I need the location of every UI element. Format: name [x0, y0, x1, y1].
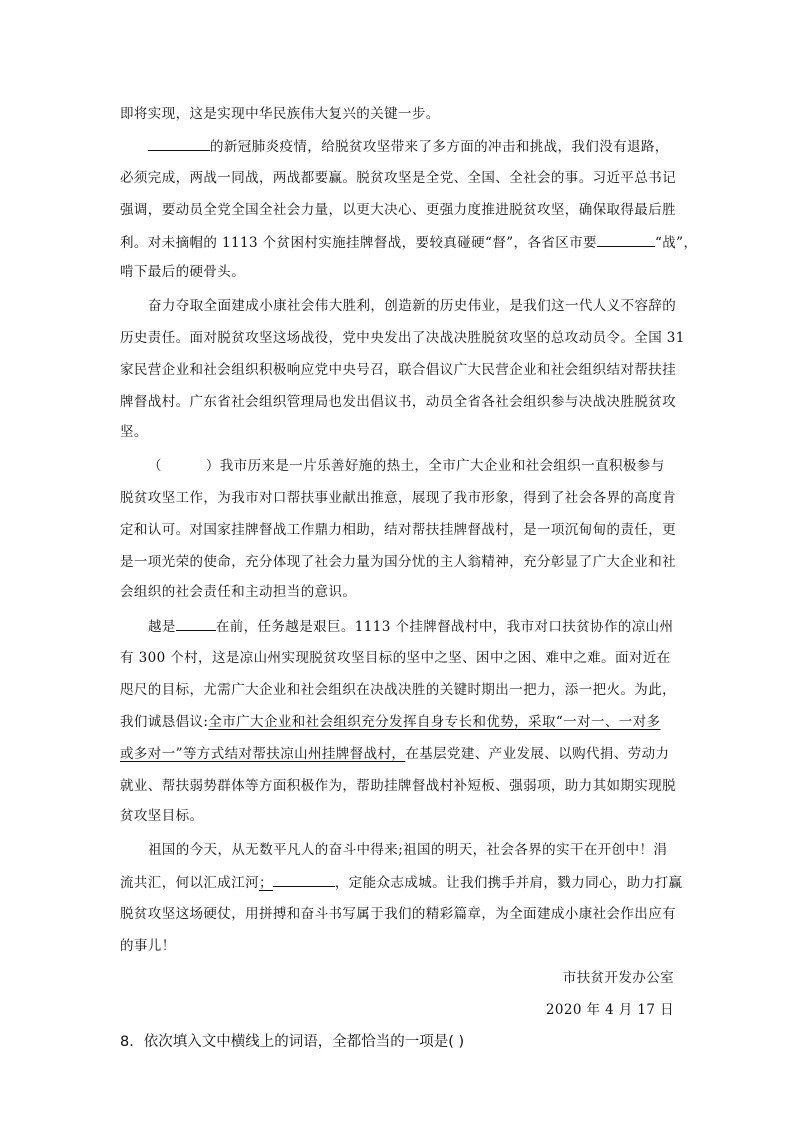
text-line: 会组织的社会责任和主动担当的意识。 — [120, 584, 357, 600]
fill-blank-2[interactable] — [597, 232, 655, 247]
text-line: 必须完成，两战一同战，两战都要赢。脱贫攻坚是全党、全国、全社会的事。习近平总书记 — [120, 170, 676, 186]
text-line: 家民营企业和社会组织积极响应党中央号召，联合倡议广大民营企业和社会组织结对帮扶挂 — [120, 362, 676, 378]
fill-blank-1[interactable] — [148, 136, 210, 151]
fill-blank-4[interactable] — [273, 872, 335, 887]
text-line: 的新冠肺炎疫情，给脱贫攻坚带来了多方面的冲击和挑战，我们没有退路， — [148, 136, 669, 157]
text-line: 祖国的今天，从无数平凡人的奋斗中得来;祖国的明天，社会各界的实干在开创中！涓 — [148, 842, 668, 858]
text-line: 奋力夺取全面建成小康社会伟大胜利，创造新的历史伟业，是我们这一代人义不容辞的 — [148, 298, 677, 314]
text-line: 我们诚恳倡议:全市广大企业和社会组织充分发挥自身专长和优势，采取“一对一、一对多 — [120, 714, 661, 730]
text-line: 越是 在前，任务越是艰巨。1113 个挂牌督战村中，我市对口扶贫协作的凉山州 — [148, 616, 673, 637]
text-line: 有 300 个村，这是凉山州实现脱贫攻坚目标的坚中之坚、困中之困、难中之难。面对近在 — [120, 650, 671, 666]
text-line: 啃下最后的硬骨头。 — [120, 264, 246, 280]
fill-blank-3[interactable] — [176, 616, 216, 631]
text-line: 定和认可。对国家挂牌督战工作鼎力相助，结对帮扶挂牌督战村，是一项沉甸甸的责任，更 — [120, 522, 676, 538]
text-line: 或多对一”等方式结对帮扶凉山州挂牌督战村，在基层党建、产业发展、以购代捐、劳动力 — [120, 746, 670, 762]
text-line: 牌督战村。广东省社会组织管理局也发出倡议书，动员全省各社会组织参与决战决胜脱贫攻 — [120, 394, 676, 410]
underlined-sentence: 全市广大企业和社会组织充分发挥自身专长和优势，采取“一对一、一对多 — [208, 714, 661, 730]
underlined-sentence: 或多对一”等方式结对帮扶凉山州挂牌督战村， — [120, 746, 406, 762]
text-line: 是一项光荣的使命，充分体现了社会力量为国分忧的主人翁精神，充分彰显了广大企业和社 — [120, 554, 676, 570]
text-line: 强调，要动员全党全国全社会力量，以更大决心、更强力度推进脱贫攻坚，确保取得最后胜 — [120, 202, 676, 218]
text-line: 坚。 — [120, 424, 148, 440]
signature-org: 市扶贫开发办公室 — [562, 970, 674, 986]
text-line: 利。对未摘帽的 1113 个贫困村实施挂牌督战，要较真碰硬“督”，各省区市要 “战”， — [120, 232, 697, 253]
text-line: 即将实现，这是实现中华民族伟大复兴的关键一步。 — [120, 106, 440, 122]
text-line: 历史责任。面对脱贫攻坚这场战役，党中央发出了决战决胜脱贫攻坚的总攻动员令。全国 31 — [120, 330, 685, 346]
text-line: 就业、帮扶弱势群体等方面积极作为，帮助挂牌督战村补短板、强弱项，助力其如期实现脱 — [120, 778, 676, 794]
question-8: 8．依次填入文中横线上的词语，全都恰当的一项是( ) — [120, 1034, 465, 1050]
text-line: 贫攻坚目标。 — [120, 808, 204, 824]
text-line: 的事儿！ — [120, 938, 176, 954]
text-line: 脱贫攻坚工作，为我市对口帮扶事业献出推意，展现了我市形象，得到了社会各界的高度肯 — [120, 490, 676, 506]
text-line: （ ）我市历来是一片乐善好施的热土，全市广大企业和社会组织一直积极参与 — [148, 458, 665, 474]
signature-date: 2020 年 4 月 17 日 — [545, 1002, 674, 1018]
text-line: 脱贫攻坚这场硬仗，用拼搏和奋斗书写属于我们的精彩篇章，为全面建成小康社会作出应有 — [120, 906, 676, 922]
text-line: 流共汇，何以汇成江河； ，定能众志成城。让我们携手并肩，戮力同心，助力打赢 — [120, 872, 682, 893]
text-line: 咫尺的目标，尤需广大企业和社会组织在决战决胜的关键时期出一把力，添一把火。为此， — [120, 682, 676, 698]
